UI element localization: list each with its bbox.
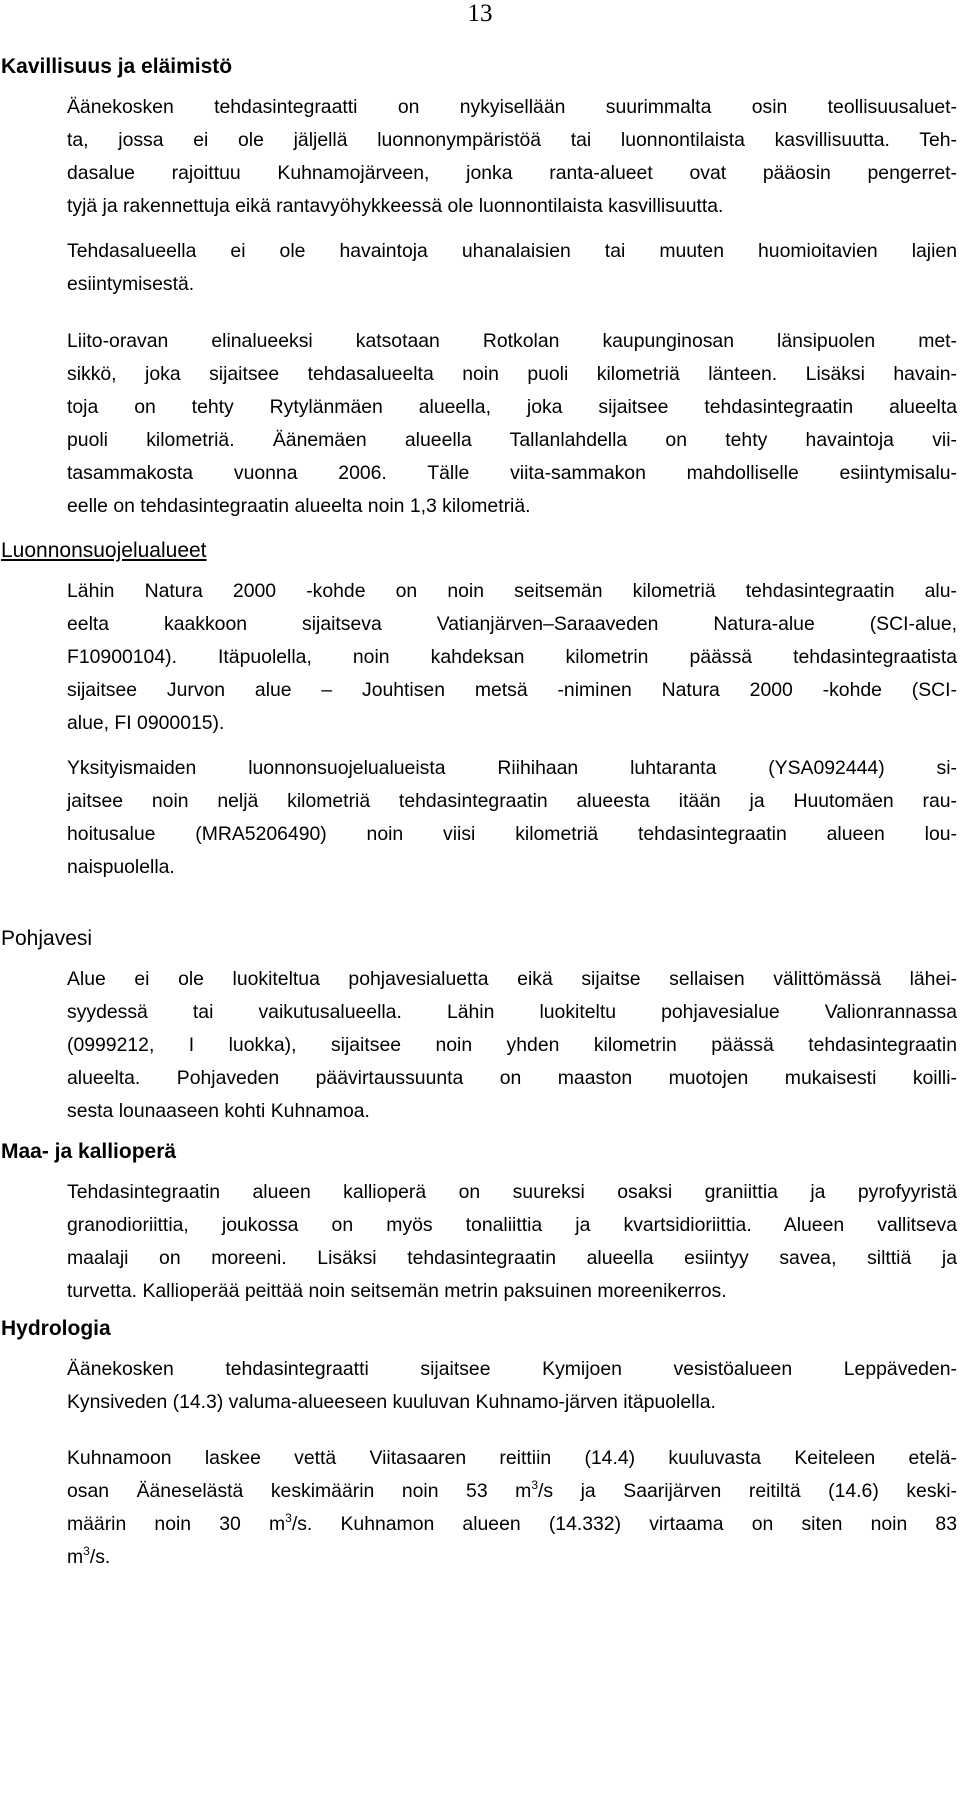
paragraph-kavillisuus-1 <box>67 91 957 223</box>
text-run: /s. Kuhnamon alueen (14.332) virtaama on siten noin 83 <box>291 1513 957 1535</box>
text-line: turvetta. Kallioperää peittää noin seitsemän metrin paksuinen moreenikerros. <box>67 1280 727 1302</box>
text-line: eelle on tehdasintegraatin alueelta noin 1,3 kilometriä. <box>67 495 531 517</box>
text-line: alueelta. Pohjaveden päävirtaussuunta on maaston muotojen mukaisesti koilli- <box>67 1067 957 1089</box>
text-line: sikkö, joka sijaitsee tehdasalueelta noin puoli kilometriä länteen. Lisäksi havain- <box>67 363 957 385</box>
text-line: Äänekosken tehdasintegraatti sijaitsee Kymijoen vesistöalueen Leppäveden- <box>67 1358 957 1380</box>
text-line: granodioriittia, joukossa on myös tonaliittia ja kvartsidioriittia. Alueen vallitseva <box>67 1214 957 1236</box>
text-line: Kuhnamoon laskee vettä Viitasaaren reittiin (14.4) kuuluvasta Keiteleen etelä- <box>67 1447 957 1469</box>
text-run: osan Ääneselästä keskimäärin noin 53 m <box>67 1480 532 1502</box>
text-line: Äänekosken tehdasintegraatti on nykyisellään suurimmalta osin teollisuusaluet- <box>67 96 957 118</box>
text-line: syydessä tai vaikutusalueella. Lähin luokiteltu pohjavesialue Valionrannassa <box>67 1001 957 1023</box>
paragraph-hydrologia-2 <box>67 1442 957 1574</box>
text-line: Yksityismaiden luonnonsuojelualueista Riihihaan luhtaranta (YSA092444) si- <box>67 757 957 779</box>
superscript: 3 <box>531 1478 538 1492</box>
text-run: /s ja Saarijärven reitiltä (14.6) keski- <box>538 1480 957 1502</box>
text-line: (0999212, I luokka), sijaitsee noin yhden kilometrin päässä tehdasintegraatin <box>67 1034 957 1056</box>
paragraph-hydrologia-1 <box>67 1353 957 1419</box>
text-line: maalaji on moreeni. Lisäksi tehdasintegraatin alueella esiintyy savea, silttiä ja <box>67 1247 957 1269</box>
paragraph-kavillisuus-3 <box>67 325 957 523</box>
superscript: 3 <box>83 1544 90 1558</box>
paragraph-maa-1 <box>67 1176 957 1308</box>
superscript: 3 <box>285 1511 292 1525</box>
page-number: 13 <box>467 0 493 27</box>
text-line: Tehdasintegraatin alueen kallioperä on suureksi osaksi graniittia ja pyrofyyristä <box>67 1181 957 1203</box>
text-run: m <box>67 1546 84 1568</box>
text-line: sijaitsee Jurvon alue – Jouhtisen metsä -niminen Natura 2000 -kohde (SCI- <box>67 679 957 701</box>
section-heading-luonnonsuojelu: Luonnonsuojelualueet <box>1 539 207 562</box>
paragraph-kavillisuus-2 <box>67 235 957 301</box>
text-line: hoitusalue (MRA5206490) noin viisi kilometriä tehdasintegraatin alueen lou- <box>67 823 957 845</box>
text-run: määrin noin 30 m <box>67 1513 286 1535</box>
text-line <box>67 1541 957 1574</box>
text-line: Tehdasalueella ei ole havaintoja uhanalaisien tai muuten huomioitavien lajien <box>67 240 957 262</box>
text-line: Kynsiveden (14.3) valuma-alueeseen kuuluvan Kuhnamo-järven itäpuolella. <box>67 1391 716 1413</box>
text-run: /s. <box>89 1546 111 1568</box>
text-line: sesta lounaaseen kohti Kuhnamoa. <box>67 1100 370 1122</box>
section-heading-kavillisuus: Kavillisuus ja eläimistö <box>1 55 233 78</box>
text-line: puoli kilometriä. Äänemäen alueella Tallanlahdella on tehty havaintoja vii- <box>67 429 957 451</box>
text-line: tyjä ja rakennettuja eikä rantavyöhykkeessä ole luonnontilaista kasvillisuutta. <box>67 195 724 217</box>
text-line: F10900104). Itäpuolella, noin kahdeksan kilometrin päässä tehdasintegraatista <box>67 646 957 668</box>
text-line: tasammakosta vuonna 2006. Tälle viita-sammakon mahdolliselle esiintymisalu- <box>67 462 957 484</box>
text-line: Alue ei ole luokiteltua pohjavesialuetta eikä sijaitse sellaisen välittömässä lähei- <box>67 968 957 990</box>
text-line: toja on tehty Rytylänmäen alueella, joka sijaitsee tehdasintegraatin alueelta <box>67 396 957 418</box>
paragraph-luonnonsuojelu-1 <box>67 575 957 740</box>
section-heading-hydrologia: Hydrologia <box>1 1317 111 1340</box>
text-line: Liito-oravan elinalueeksi katsotaan Rotkolan kaupunginosan länsipuolen met- <box>67 330 957 352</box>
text-line: naispuolella. <box>67 856 175 878</box>
section-heading-maa: Maa- ja kallioperä <box>1 1140 177 1163</box>
paragraph-pohjavesi-1 <box>67 963 957 1128</box>
text-line: eelta kaakkoon sijaitseva Vatianjärven–Saraaveden Natura-alue (SCI-alue, <box>67 613 957 635</box>
paragraph-luonnonsuojelu-2 <box>67 752 957 884</box>
text-line: dasalue rajoittuu Kuhnamojärveen, jonka ranta-alueet ovat pääosin pengerret- <box>67 162 957 184</box>
text-line <box>67 1475 957 1508</box>
text-line: Lähin Natura 2000 -kohde on noin seitsemän kilometriä tehdasintegraatin alu- <box>67 580 957 602</box>
text-line: alue, FI 0900015). <box>67 712 225 734</box>
text-line: jaitsee noin neljä kilometriä tehdasintegraatin alueesta itään ja Huutomäen rau- <box>67 790 957 812</box>
text-line: esiintymisestä. <box>67 273 195 295</box>
text-line <box>67 1508 957 1541</box>
section-heading-pohjavesi: Pohjavesi <box>1 927 93 950</box>
text-line: ta, jossa ei ole jäljellä luonnonympäristöä tai luonnontilaista kasvillisuutta. Teh- <box>67 129 957 151</box>
